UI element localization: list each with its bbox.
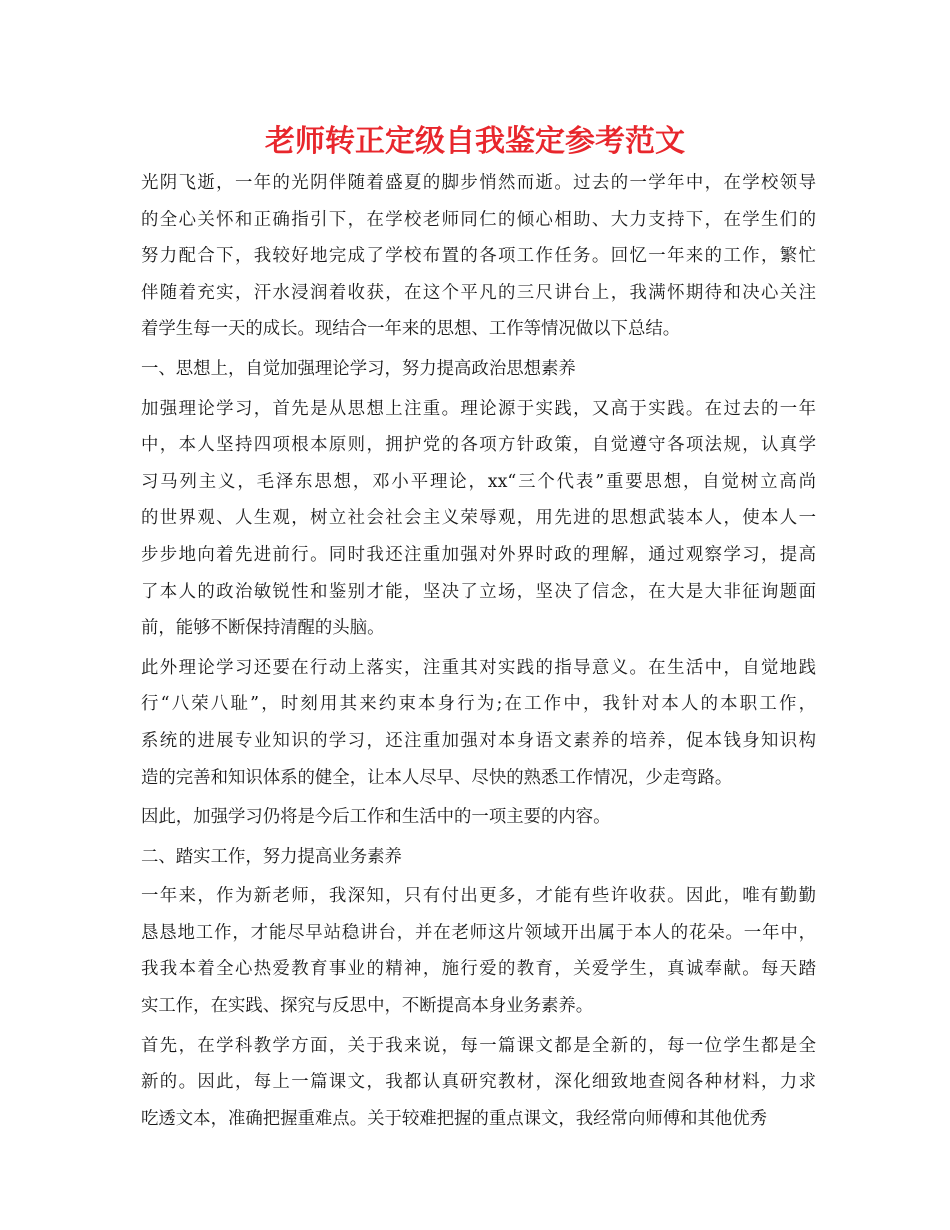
text-line: 实工作，在实践、探究与反思中，不断提高本身业务素养。	[141, 996, 594, 1017]
document-body	[141, 165, 816, 1140]
text-line: 习马列主义，毛泽东思想，邓小平理论，xx“三个代表”重要思想，自觉树立高尚	[141, 471, 816, 492]
text-line: 加强理论学习，首先是从思想上注重。理论源于实践，又高于实践。在过去的一年	[141, 398, 816, 419]
paragraph	[141, 878, 816, 1024]
text-line: 新的。因此，每上一篇课文，我都认真研究教材，深化细致地查阅各种材料，力求	[141, 1072, 816, 1093]
text-line: 行“八荣八耻”，时刻用其来约束本身行为;在工作中，我针对本人的本职工作，	[141, 694, 816, 715]
text-line: 因此，加强学习仍将是今后工作和生活中的一项主要的内容。	[141, 807, 611, 828]
text-line: 努力配合下，我较好地完成了学校布置的各项工作任务。回忆一年来的工作，繁忙	[141, 246, 816, 267]
text-line: 的全心关怀和正确指引下，在学校老师同仁的倾心相助、大力支持下，在学生们的	[141, 209, 816, 230]
text-line: 前，能够不断保持清醒的头脑。	[141, 618, 385, 639]
paragraph	[141, 351, 816, 388]
paragraph	[141, 839, 816, 876]
text-line: 恳恳地工作，才能尽早站稳讲台，并在老师这片领域开出属于本人的花朵。一年中，	[141, 922, 816, 943]
paragraph	[141, 1028, 816, 1138]
document-title: 老师转正定级自我鉴定参考范文	[265, 124, 685, 159]
text-line: 的世界观、人生观，树立社会社会主义荣辱观，用先进的思想武装本人，使本人一	[141, 508, 816, 529]
text-line: 造的完善和知识体系的健全，让本人尽早、尽快的熟悉工作情况，少走弯路。	[141, 767, 733, 788]
paragraph	[141, 650, 816, 796]
text-line: 伴随着充实，汗水浸润着收获，在这个平凡的三尺讲台上，我满怀期待和决心关注	[141, 282, 816, 303]
paragraph	[141, 165, 816, 348]
text-line: 中，本人坚持四项根本原则，拥护党的各项方针政策，自觉遵守各项法规，认真学	[141, 435, 816, 456]
text-line: 此外理论学习还要在行动上落实，注重其对实践的指导意义。在生活中，自觉地践	[141, 657, 816, 678]
text-line: 了本人的政治敏锐性和鉴别才能，坚决了立场，坚决了信念，在大是大非征询题面	[141, 581, 816, 602]
text-line: 步步地向着先进前行。同时我还注重加强对外界时政的理解，通过观察学习，提高	[141, 544, 816, 565]
text-line: 一年来，作为新老师，我深知，只有付出更多，才能有些许收获。因此，唯有勤勤	[141, 886, 816, 907]
text-line: 系统的进展专业知识的学习，还注重加强对本身语文素养的培养，促本钱身知识构	[141, 730, 816, 751]
text-line: 吃透文本，准确把握重难点。关于较难把握的重点课文，我经常向师傅和其他优秀	[141, 1108, 768, 1129]
text-line: 我我本着全心热爱教育事业的精神，施行爱的教育，关爱学生，真诚奉献。每天踏	[141, 959, 816, 980]
text-line: 二、踏实工作，努力提高业务素养	[141, 846, 402, 867]
text-line: 着学生每一天的成长。现结合一年来的思想、工作等情况做以下总结。	[141, 319, 681, 340]
text-line: 首先，在学科教学方面，关于我来说，每一篇课文都是全新的，每一位学生都是全	[141, 1035, 816, 1056]
paragraph	[141, 799, 816, 836]
text-line: 光阴飞逝，一年的光阴伴随着盛夏的脚步悄然而逝。过去的一学年中，在学校领导	[141, 173, 816, 193]
text-line: 一、思想上，自觉加强理论学习，努力提高政治思想素养	[141, 358, 576, 379]
paragraph	[141, 391, 816, 647]
